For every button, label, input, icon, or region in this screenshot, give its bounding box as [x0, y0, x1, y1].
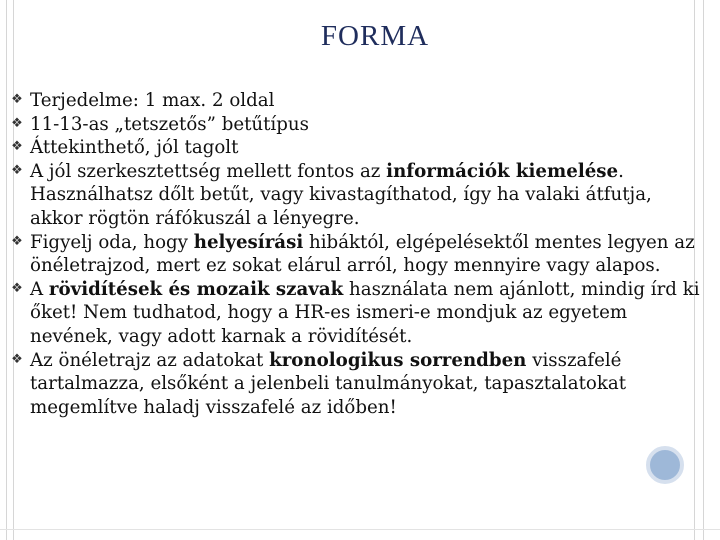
bullet-item — [10, 231, 708, 278]
bullet-item — [10, 89, 708, 113]
bullet-text: visszafelé tartalmazza, elsőként a jelenbeli tanulmányokat, tapasztalatokat megemlítve haladj visszafelé az időben! — [30, 349, 627, 418]
bullet-text-bold: helyesírási — [193, 231, 304, 253]
diamond-bullet-icon — [10, 164, 24, 178]
diamond-bullet-icon — [10, 117, 24, 131]
bullet-item — [10, 349, 708, 420]
bullet-text: Terjedelme: 1 max. 2 oldal — [30, 90, 275, 111]
bullet-item — [10, 113, 708, 137]
diamond-bullet-icon — [10, 282, 24, 296]
bullet-text: A — [30, 278, 49, 300]
diamond-bullet-icon — [10, 140, 24, 154]
bullet-text: . Használhatsz dőlt betűt, vagy kivastagíthatod, így ha valaki átfutja, akkor rögtön ráfókuszál a lényegre. — [30, 160, 652, 229]
diamond-bullet-icon — [10, 93, 24, 107]
bullet-item — [10, 136, 708, 160]
bullet-text: Áttekinthető, jól tagolt — [30, 137, 239, 159]
bullet-text: használata nem ajánlott, mindig írd ki őket! Nem tudhatod, hogy a HR-es ismeri-e mondjuk az egyetem nevének, vagy adott karnak a rövidítését. — [30, 278, 700, 347]
diamond-bullet-icon — [10, 353, 24, 367]
bullet-item — [10, 278, 708, 349]
slide-title: FORMA — [320, 20, 430, 52]
bullet-text-bold: információk kiemelése — [386, 160, 619, 182]
bullet-text: A jól szerkesztettség mellett fontos az — [30, 160, 387, 182]
bullet-text-bold: rövidítések és mozaik szavak — [48, 278, 344, 300]
bullet-text: Az önéletrajz az adatokat — [30, 349, 270, 371]
bullet-text: hibáktól, elgépelésektől mentes legyen az önéletrajzod, mert ez sokat elárul arról, hogy mennyire vagy alapos. — [30, 231, 695, 277]
slide-frame-bottom — [0, 529, 720, 530]
bullet-text: Figyelj oda, hogy — [30, 231, 194, 253]
bullet-text-bold: kronologikus sorrendben — [269, 349, 527, 371]
diamond-bullet-icon — [10, 235, 24, 249]
bullet-item — [10, 160, 708, 231]
bullet-list — [10, 89, 708, 419]
decorative-ring-icon — [646, 446, 684, 484]
bullet-text: 11-13-as „tetszetős” betűtípus — [30, 113, 309, 135]
